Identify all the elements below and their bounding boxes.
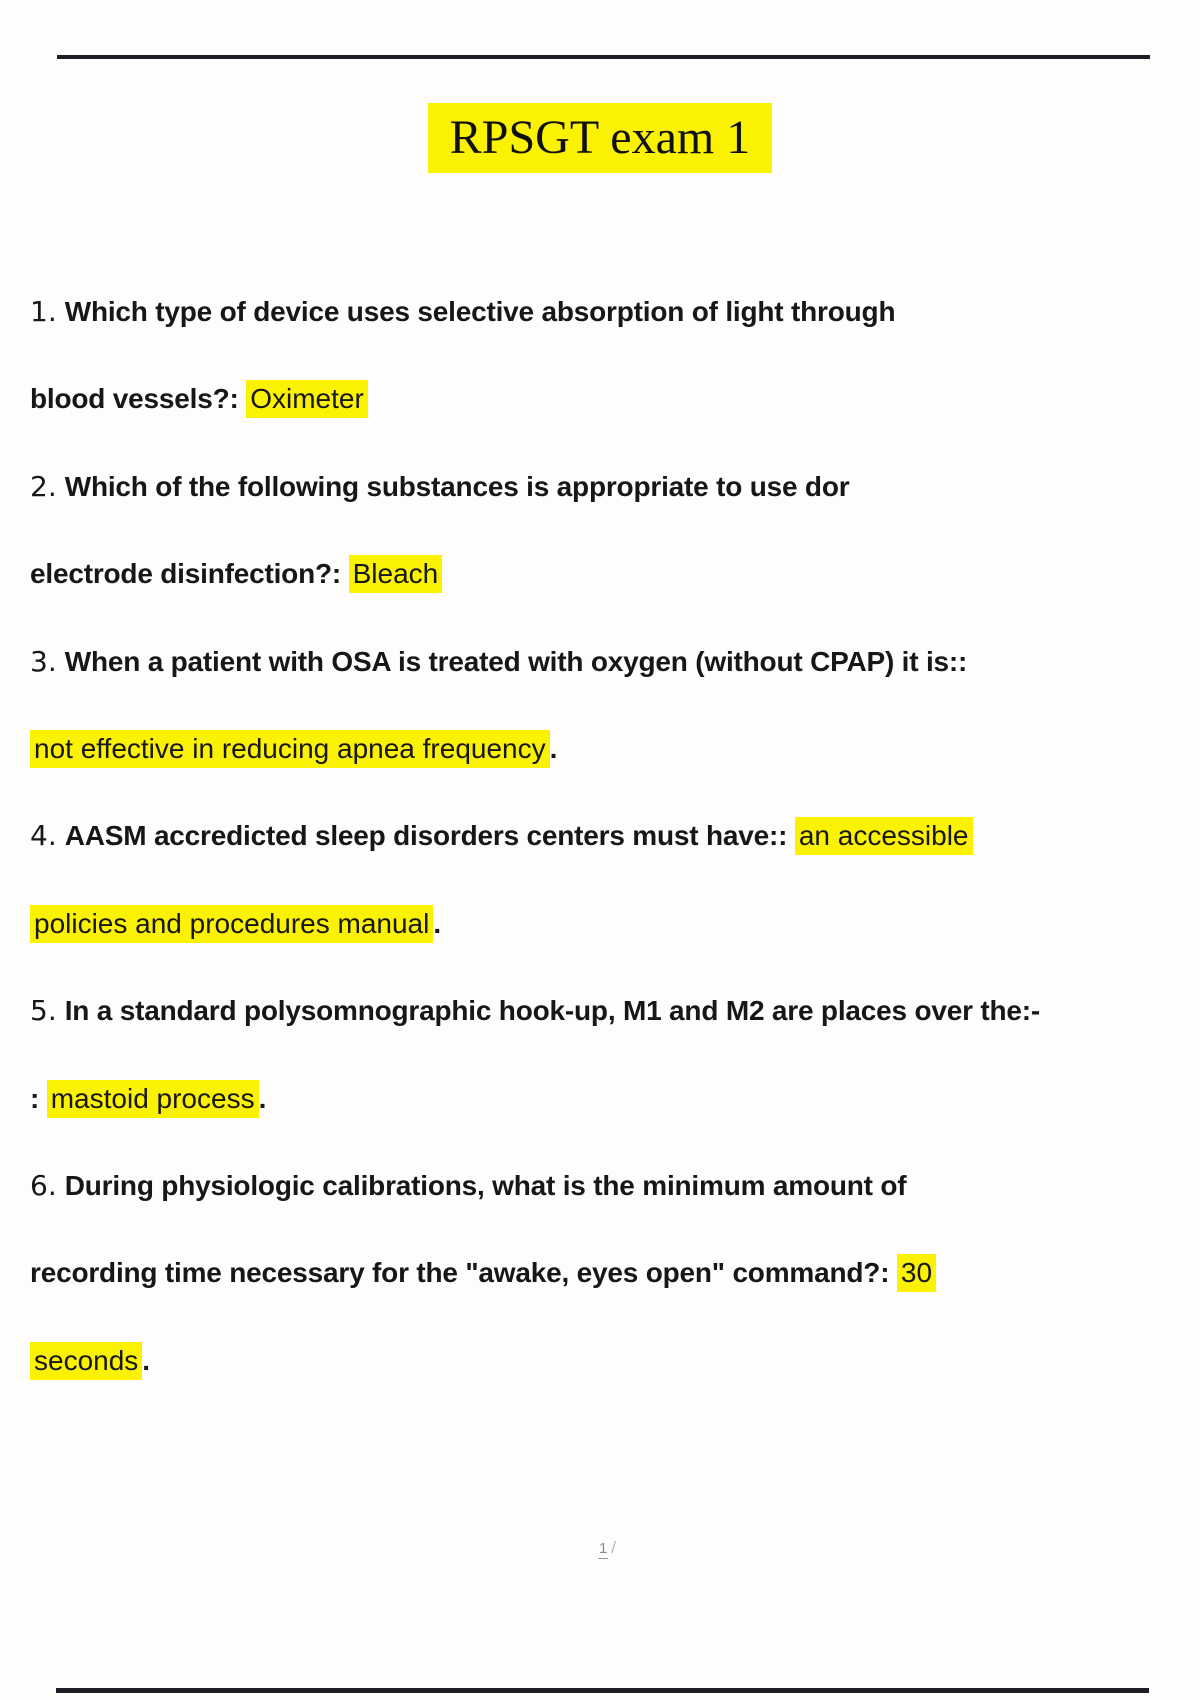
top-rule — [57, 55, 1150, 59]
answer-highlight: seconds — [30, 1342, 142, 1380]
question-line — [30, 293, 1198, 380]
question-text: : — [30, 1082, 47, 1114]
question-text: recording time necessary for the "awake, eyes open" command?: — [30, 1257, 897, 1289]
question-line — [30, 992, 1198, 1079]
question-number: 3. — [30, 644, 57, 678]
answer-highlight: an accessible — [795, 817, 973, 855]
question-text: When a patient with OSA is treated with oxygen (without CPAP) it is:: — [64, 645, 968, 677]
answer-highlight: mastoid process — [47, 1080, 259, 1118]
question-line — [30, 730, 1198, 817]
bottom-rule — [56, 1688, 1149, 1693]
question-text: electrode disinfection?: — [30, 558, 349, 590]
question-number: 1. — [30, 295, 57, 328]
page-separator: / — [611, 1538, 617, 1557]
answer-highlight: Bleach — [349, 555, 443, 593]
question-text: AASM accredicted sleep disorders centers must have:: — [64, 820, 795, 852]
page-number: 1 — [598, 1540, 608, 1557]
title-row — [0, 103, 1200, 173]
question-text: In a standard polysomnographic hook-up, M1 and M2 are places over the:- — [64, 995, 1041, 1027]
question-number: 4. — [30, 819, 57, 853]
question-text: Which type of device uses selective absorption of light through — [64, 296, 896, 327]
question-line — [30, 380, 1198, 467]
question-line — [30, 555, 1198, 642]
question-text: Which of the following substances is appropriate to use dor — [64, 470, 850, 502]
answer-highlight: 30 — [897, 1254, 936, 1292]
questions-list — [30, 293, 1198, 1429]
question-line — [30, 905, 1198, 992]
question-text: . — [433, 907, 442, 939]
question-text: . — [142, 1344, 151, 1376]
question-number: 2. — [30, 469, 57, 503]
question-text: blood vessels?: — [30, 383, 247, 415]
question-line — [30, 1167, 1198, 1254]
question-number: 5. — [30, 994, 57, 1028]
question-line — [30, 1254, 1198, 1341]
question-line — [30, 643, 1198, 730]
question-text: . — [258, 1082, 267, 1114]
answer-highlight: not effective in reducing apnea frequency — [30, 730, 550, 768]
question-text: During physiologic calibrations, what is the minimum amount of — [64, 1169, 907, 1201]
page-title: RPSGT exam 1 — [428, 103, 772, 173]
question-text: . — [549, 732, 558, 764]
question-line — [30, 1080, 1198, 1167]
answer-highlight: policies and procedures manual — [30, 905, 433, 943]
question-line — [30, 1342, 1198, 1429]
question-line — [30, 817, 1198, 904]
question-line — [30, 468, 1198, 555]
answer-highlight: Oximeter — [246, 380, 368, 418]
page-footer — [0, 1538, 1200, 1558]
question-number: 6. — [30, 1168, 57, 1202]
